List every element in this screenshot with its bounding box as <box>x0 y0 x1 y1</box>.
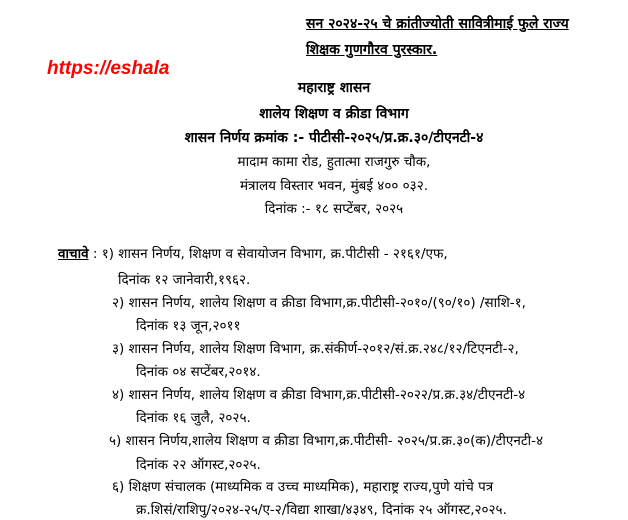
reference-4-line-2: दिनांक १६ जुलै, २०२५. <box>136 410 251 426</box>
address-line-2: मंत्रालय विस्तार भवन, मुंबई ४०० ०३२. <box>239 178 429 194</box>
watermark-link: https://eshala <box>47 58 170 79</box>
reference-1-line-1: १) शासन निर्णय, शिक्षण व सेवायोजन विभाग, क्र.पीटीसी - २१६१/एफ, <box>101 246 448 262</box>
reference-1-line-2: दिनांक १२ जानेवारी,१९६२. <box>118 272 251 288</box>
reference-6-line-1: ६) शिक्षण संचालक (माध्यमिक व उच्च माध्यमिक), महाराष्ट्र राज्य,पुणे यांचे पत्र <box>112 479 494 495</box>
references-label: वाचावे <box>58 246 89 262</box>
address-line-1: मादाम कामा रोड, हुतात्मा राजगुरु चौक, <box>237 154 431 170</box>
reference-5-line-2: दिनांक २२ ऑगस्ट,२०२५. <box>136 457 261 473</box>
reference-3-line-2: दिनांक ०४ सप्टेंबर,२०१४. <box>136 364 261 380</box>
gr-number: शासन निर्णय क्रमांक :- पीटीसी-२०२५/प्र.क्र.३०/टीएनटी-४ <box>184 130 484 146</box>
title-line-2: शिक्षक गुणगौरव पुरस्कार. <box>306 42 438 58</box>
references-heading: वाचावे : १) शासन निर्णय, शिक्षण व सेवायोजन विभाग, क्र.पीटीसी - २१६१/एफ, <box>58 246 448 262</box>
department-name: शालेय शिक्षण व क्रीडा विभाग <box>259 106 409 122</box>
title-line-1: सन २०२४-२५ चे क्रांतीज्योती सावित्रीमाई फुले राज्य <box>306 16 569 32</box>
reference-5-line-1: ५) शासन निर्णय,शालेय शिक्षण व क्रीडा विभाग,क्र.पीटीसी- २०२५/प्र.क्र.३०(क)/टीएनटी-४ <box>109 433 544 449</box>
reference-4-line-1: ४) शासन निर्णय, शालेय शिक्षण व क्रीडा विभाग,क्र.पीटीसी-२०२२/प्र.क्र.३४/टीएनटी-४ <box>112 387 526 403</box>
reference-3-line-1: ३) शासन निर्णय, शालेय शिक्षण विभाग, क्र.संकीर्ण-२०१२/सं.क्र.२४८/१२/टिएनटी-२, <box>112 341 519 357</box>
document-date: दिनांक :- १८ सप्टेंबर, २०२५ <box>264 201 404 217</box>
reference-2-line-2: दिनांक १३ जून,२०११ <box>136 318 241 334</box>
reference-6-line-2: क्र.शिसं/राशिपु/२०२४-२५/ए-२/विद्या शाखा/४३४९, दिनांक २५ ऑगस्ट,२०२५. <box>136 502 507 518</box>
government-name: महाराष्ट्र शासन <box>297 80 371 96</box>
reference-2-line-1: २) शासन निर्णय, शालेय शिक्षण व क्रीडा विभाग,क्र.पीटीसी-२०१०/(९०/१०) /साशि-१, <box>112 295 526 311</box>
